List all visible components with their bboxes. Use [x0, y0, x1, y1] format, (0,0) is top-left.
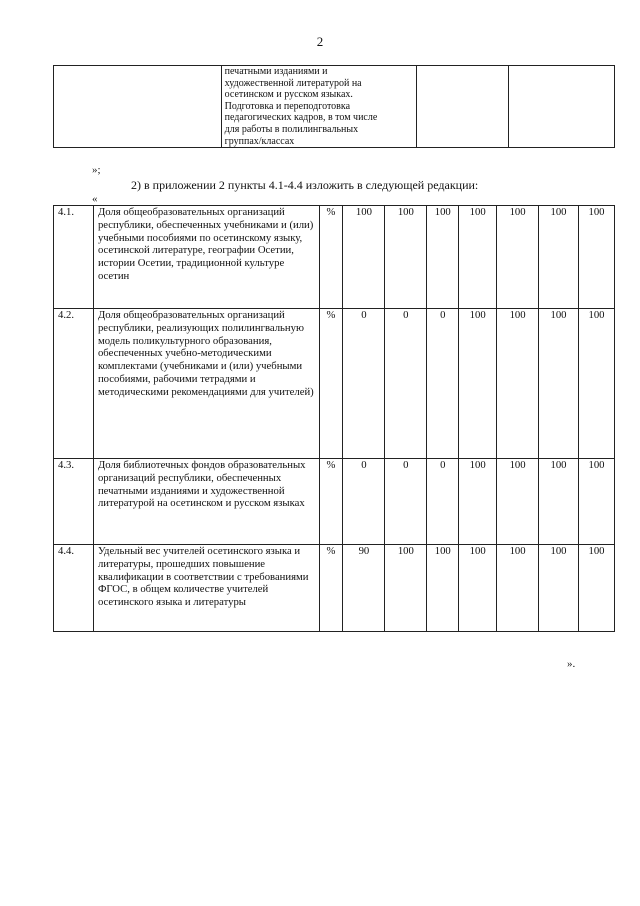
row-unit: %: [319, 545, 343, 632]
text-line: группах/классах: [224, 135, 295, 147]
closing-quote: ».: [567, 658, 576, 670]
row-value: 0: [385, 309, 427, 459]
top-table-fragment: [53, 65, 615, 148]
row-value: 100: [385, 206, 427, 309]
table-row: [54, 459, 615, 545]
row-unit: %: [319, 206, 343, 309]
table-row: [54, 309, 615, 459]
row-description: Удельный вес учителей осетинского языка и литературы, прошедших повышение квалификации в соответствии с требованиями ФГОС, в общем количестве учителей осетинского языка и литературы: [93, 545, 319, 632]
row-description: Доля библиотечных фондов образовательных организаций республики, обеспеченных печатными изданиями и художественной литературой на осетинском и русском языках: [93, 459, 319, 545]
table-row: [54, 66, 615, 148]
row-unit: %: [319, 309, 343, 459]
row-number: 4.2.: [54, 309, 94, 459]
row-value: 100: [578, 206, 614, 309]
row-value: 100: [427, 545, 459, 632]
indicators-table: [53, 205, 615, 632]
table-cell: [509, 66, 615, 148]
row-unit: %: [319, 459, 343, 545]
text-line: педагогических кадров, в том числе: [224, 112, 378, 124]
row-value: 100: [497, 459, 539, 545]
opening-quote: «: [92, 193, 98, 205]
row-value: 0: [343, 459, 385, 545]
text-line: для работы в полилингвальных: [224, 123, 359, 135]
text-line: художественной литературой на: [224, 77, 362, 89]
row-value: 100: [343, 206, 385, 309]
row-value: 0: [385, 459, 427, 545]
row-number: 4.3.: [54, 459, 94, 545]
row-value: 0: [427, 309, 459, 459]
row-value: 100: [459, 545, 497, 632]
row-value: 100: [459, 459, 497, 545]
row-value: 100: [539, 459, 579, 545]
row-value: 90: [343, 545, 385, 632]
row-value: 100: [578, 459, 614, 545]
row-value: 100: [539, 545, 579, 632]
row-number: 4.4.: [54, 545, 94, 632]
text-line: Подготовка и переподготовка: [224, 100, 351, 112]
row-value: 100: [578, 545, 614, 632]
row-value: 100: [497, 545, 539, 632]
text-line: печатными изданиями и: [224, 66, 328, 77]
row-value: 0: [343, 309, 385, 459]
table-cell: [221, 66, 417, 148]
row-value: 100: [427, 206, 459, 309]
text-line: осетинском и русском языках.: [224, 89, 353, 101]
page-number: 2: [316, 34, 324, 49]
row-description: Доля общеобразовательных организаций республики, обеспеченных учебниками и (или) учебными пособиями по осетинскому языку, осетинской литературе, географии Осетии, истории Осетии, традиционной культуре осетин: [93, 206, 319, 309]
row-value: 100: [578, 309, 614, 459]
row-number: 4.1.: [54, 206, 94, 309]
table-row: [54, 545, 615, 632]
row-value: 100: [385, 545, 427, 632]
table-cell: [54, 66, 222, 148]
row-value: 100: [539, 206, 579, 309]
instruction-text: 2) в приложении 2 пункты 4.1-4.4 изложить в следующей редакции:: [131, 178, 479, 192]
row-value: 0: [427, 459, 459, 545]
row-value: 100: [459, 309, 497, 459]
row-value: 100: [497, 206, 539, 309]
closing-quote: »;: [92, 164, 101, 176]
table-cell: [417, 66, 509, 148]
row-value: 100: [459, 206, 497, 309]
row-value: 100: [497, 309, 539, 459]
table-row: [54, 206, 615, 309]
row-description: Доля общеобразовательных организаций республики, реализующих полилингвальную модель поликультурного образования, обеспеченных учебно-методическими комплектами (учебниками и (или) учебными пособиями, рабочими тетрадями и методическими рекомендациями для учителей): [93, 309, 319, 459]
row-value: 100: [539, 309, 579, 459]
